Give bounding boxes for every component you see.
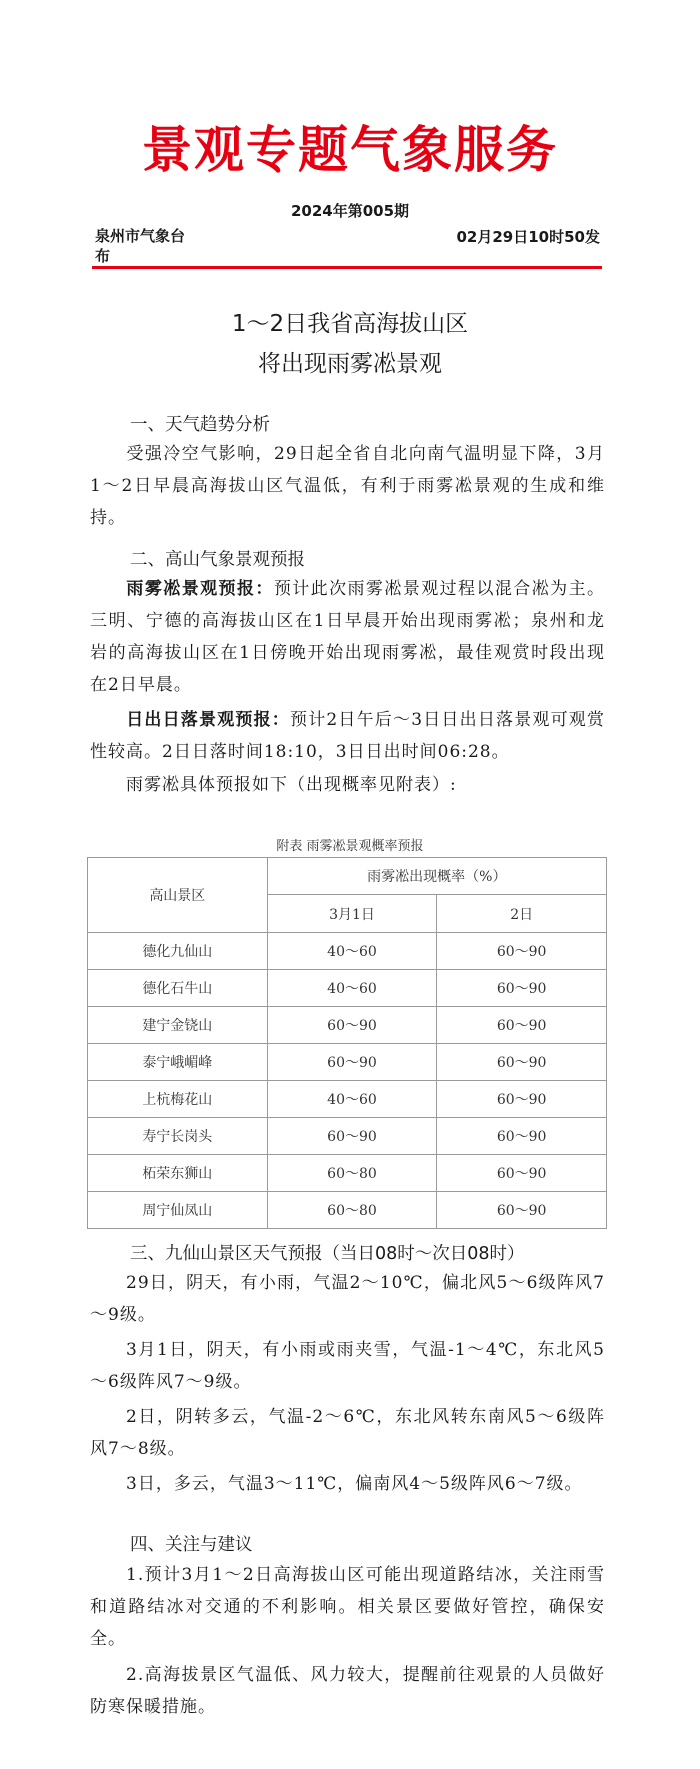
header-day2: 2日 — [437, 895, 607, 933]
prob-day2: 60～90 — [437, 1044, 607, 1081]
section1-title: 一、天气趋势分析 — [130, 415, 270, 435]
header-divider — [92, 266, 602, 269]
probability-table — [87, 857, 607, 1229]
advice-2: 2.高海拔景区气温低、风力较大，提醒前往观景的人员做好防寒保暖措施。 — [90, 1665, 605, 1717]
prob-day2: 60～90 — [437, 1007, 607, 1044]
table-row — [88, 970, 607, 1007]
publisher: 泉州市气象台布 — [95, 227, 186, 265]
table-row — [88, 1192, 607, 1229]
section3-title: 三、九仙山景区天气预报（当日08时～次日08时） — [130, 1244, 525, 1264]
prob-day2: 60～90 — [437, 1118, 607, 1155]
table-row — [88, 1044, 607, 1081]
issue-number: 2024年第005期 — [290, 202, 410, 220]
prob-day1: 40～60 — [267, 970, 437, 1007]
prob-day2: 60～90 — [437, 970, 607, 1007]
rime-text: 预计此次雨雾凇景观过程以混合凇为主。三明、宁德的高海拔山区在1日早晨开始出现雨雾凇；泉州和龙岩的高海拔山区在1日傍晚开始出现雨雾凇，最佳观赏时段出现在2日早晨。 — [90, 579, 606, 695]
table-intro: 雨雾凇具体预报如下（出现概率见附表）: — [126, 775, 457, 795]
rime-paragraph — [90, 573, 605, 701]
area-name: 寿宁长岗头 — [88, 1118, 268, 1155]
area-name: 德化石牛山 — [88, 970, 268, 1007]
area-name: 柘荣东狮山 — [88, 1155, 268, 1192]
prob-day1: 60～90 — [267, 1044, 437, 1081]
area-name: 周宁仙凤山 — [88, 1192, 268, 1229]
publish-time: 02月29日10时50发 — [456, 228, 600, 246]
prob-day2: 60～90 — [437, 1081, 607, 1118]
section3-paragraph-4 — [90, 1468, 605, 1500]
section3-paragraph-1 — [90, 1267, 605, 1331]
table-row — [88, 1081, 607, 1118]
table-row — [88, 933, 607, 970]
forecast-day29: 29日，阴天，有小雨，气温2～10℃，偏北风5～6级阵风7～9级。 — [90, 1273, 605, 1325]
table-row — [88, 1155, 607, 1192]
header-probability: 雨雾凇出现概率（%） — [267, 858, 606, 895]
prob-day1: 60～90 — [267, 1007, 437, 1044]
prob-day1: 60～90 — [267, 1118, 437, 1155]
section3-paragraph-3 — [90, 1401, 605, 1465]
prob-day1: 60～80 — [267, 1155, 437, 1192]
area-name: 上杭梅花山 — [88, 1081, 268, 1118]
headline-line2: 将出现雨雾凇景观 — [258, 351, 442, 377]
sun-text: 预计2日午后～3日日出日落景观可观赏性较高。2日日落时间18:10，3日日出时间06:28。 — [90, 710, 606, 762]
prob-day2: 60～90 — [437, 1192, 607, 1229]
section1-paragraph — [90, 438, 605, 534]
section2-title: 二、高山气象景观预报 — [130, 550, 305, 570]
section3-paragraph-2 — [90, 1334, 605, 1398]
prob-day1: 60～80 — [267, 1192, 437, 1229]
table-caption: 附表 雨雾凇景观概率预报 — [276, 839, 424, 854]
sun-label: 日出日落景观预报： — [126, 710, 290, 730]
area-name: 德化九仙山 — [88, 933, 268, 970]
prob-day1: 40～60 — [267, 933, 437, 970]
section4-paragraph-1 — [90, 1559, 605, 1655]
table-header-row — [88, 858, 607, 895]
advice-1: 1.预计3月1～2日高海拔山区可能出现道路结冰，关注雨雪和道路结冰对交通的不利影响。相关景区要做好管控，确保安全。 — [90, 1565, 605, 1649]
header-day1: 3月1日 — [267, 895, 437, 933]
forecast-day2: 2日，阴转多云，气温-2～6℃，东北风转东南风5～6级阵风7～8级。 — [90, 1407, 605, 1459]
masthead-title: 景观专题气象服务 — [142, 120, 558, 179]
table-row — [88, 1118, 607, 1155]
prob-day2: 60～90 — [437, 933, 607, 970]
sun-paragraph — [90, 704, 605, 768]
section4-title: 四、关注与建议 — [130, 1535, 253, 1555]
table-row — [88, 1007, 607, 1044]
forecast-mar1: 3月1日，阴天，有小雨或雨夹雪，气温-1～4℃，东北风5～6级阵风7～9级。 — [90, 1340, 605, 1392]
area-name: 泰宁峨嵋峰 — [88, 1044, 268, 1081]
rime-label: 雨雾凇景观预报： — [126, 579, 274, 599]
headline — [0, 304, 700, 384]
headline-line1: 1～2日我省高海拔山区 — [231, 311, 469, 337]
prob-day1: 40～60 — [267, 1081, 437, 1118]
area-name: 建宁金铙山 — [88, 1007, 268, 1044]
prob-day2: 60～90 — [437, 1155, 607, 1192]
forecast-day3: 3日，多云，气温3～11℃，偏南风4～5级阵风6～7级。 — [126, 1474, 583, 1494]
header-area: 高山景区 — [88, 858, 268, 933]
table-intro-paragraph — [90, 769, 605, 801]
section4-paragraph-2 — [90, 1659, 605, 1723]
section1-text: 受强冷空气影响，29日起全省自北向南气温明显下降，3月1～2日早晨高海拔山区气温低，有利于雨雾凇景观的生成和维持。 — [90, 444, 605, 528]
